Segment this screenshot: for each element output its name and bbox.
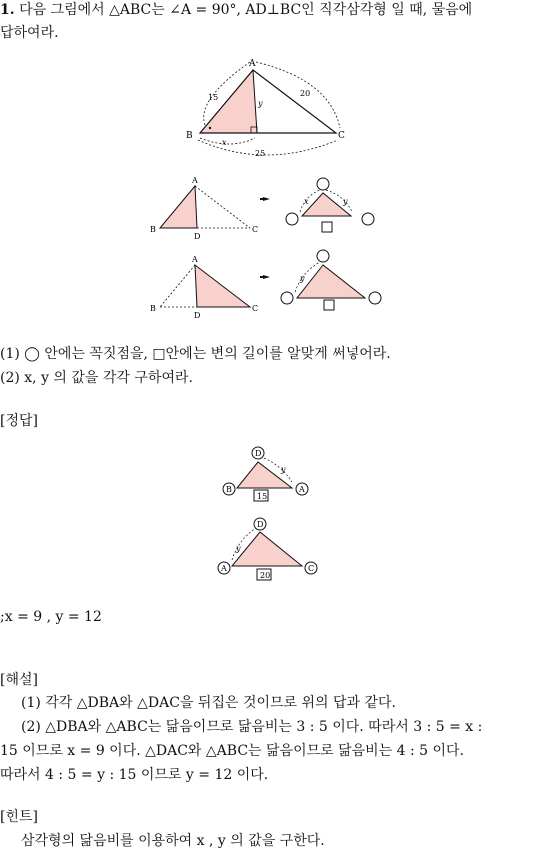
label-C: C [252, 304, 259, 313]
hint-header: [힌트] [0, 809, 38, 825]
label-D: D [194, 311, 201, 320]
ans2-base: 20 [260, 571, 271, 580]
solution-p2-line3: 따라서 4 : 5 = y : 15 이므로 y = 12 이다. [0, 767, 269, 783]
problem-number: 1. [0, 2, 15, 18]
problem-line-2: 답하여라. [0, 25, 59, 41]
label-y: y [258, 99, 263, 108]
label-BC-length: 25 [255, 149, 266, 158]
answer-figure-2 [218, 518, 317, 580]
label-AB-length: 15 [208, 93, 219, 102]
hint-text: 삼각형의 닮음비를 이용하여 x , y 의 값을 구한다. [21, 833, 325, 849]
label-x: x [222, 138, 227, 147]
label-x: x [304, 197, 309, 206]
ans1-top: D [255, 449, 262, 458]
main-triangle-figure [186, 59, 345, 158]
solution-p2-line1: (2) △DBA와 △ABC는 닮음이므로 닮음비는 3 : 5 이다. 따라서 3 : 5 = x : [21, 719, 483, 735]
solution-header: [해설] [0, 672, 38, 688]
ans1-left: B [226, 485, 232, 494]
problem-text: 다음 그림에서 △ABC는 ∠A = 90°, AD⊥BC인 직각삼각형 일 때, 물음에 [19, 2, 473, 18]
ans2-top: D [257, 520, 264, 529]
label-C: C [252, 225, 259, 234]
answer-values: ;x = 9 , y = 12 [0, 609, 102, 625]
label-B: B [150, 225, 156, 234]
answer-header: [정답] [0, 413, 38, 429]
answer-figure-1 [223, 447, 308, 501]
label-A: A [249, 59, 256, 69]
label-y: y [343, 197, 348, 206]
label-B: B [186, 131, 193, 141]
solution-p2-line2: 15 이므로 x = 9 이다. △DAC와 △ABC는 닮음이므로 닮음비는 4 : 5 이다. [0, 743, 465, 759]
triangle-abd-figure [150, 176, 374, 241]
solution-p1: (1) 각각 △DBA와 △DAC을 뒤집은 것이므로 위의 답과 같다. [21, 695, 396, 711]
question-1: (1) ◯ 안에는 꼭짓점을, □안에는 변의 길이를 알맞게 써넣어라. [0, 346, 391, 362]
label-A: A [192, 255, 198, 264]
ans2-right: C [308, 564, 315, 573]
ans1-base: 15 [257, 492, 268, 501]
ans1-side: y [281, 465, 286, 474]
label-D: D [194, 232, 201, 241]
ans1-right: A [299, 485, 305, 494]
triangle-adc-figure [150, 250, 381, 320]
label-AC-length: 20 [300, 89, 311, 98]
ans2-side: y [236, 544, 241, 553]
label-y: y [300, 274, 305, 283]
label-A: A [192, 176, 198, 185]
label-C: C [338, 131, 345, 141]
label-B: B [150, 304, 156, 313]
question-2: (2) x, y 의 값을 각각 구하여라. [0, 370, 193, 386]
ans2-left: A [221, 564, 227, 573]
